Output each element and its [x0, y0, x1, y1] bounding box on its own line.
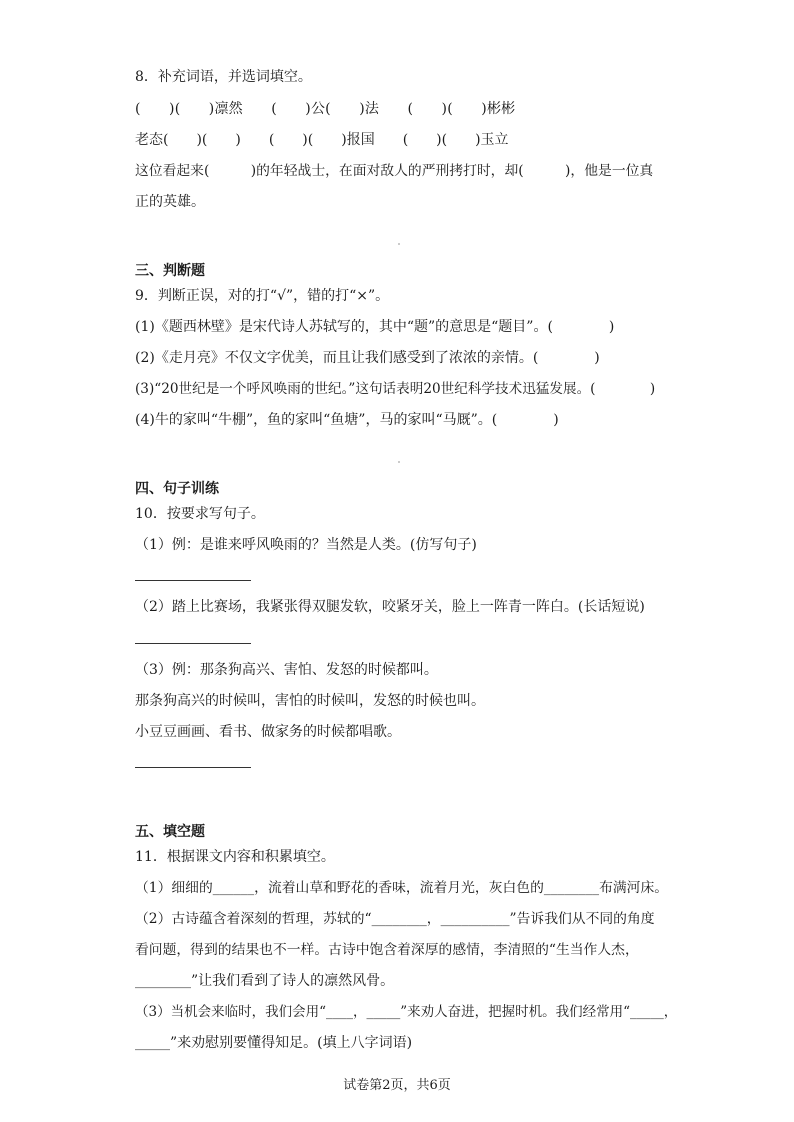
q11-title: 11．根据课文内容和积累填空。: [135, 849, 335, 865]
q9-item-4: (4)牛的家叫“牛棚”，鱼的家叫“鱼塘”，马的家叫“马厩”。( ): [135, 412, 559, 428]
q10-part-3-example: （3）例：那条狗高兴、害怕、发怒的时候都叫。: [135, 662, 438, 678]
q10-part-3-task: 小豆豆画画、看书、做家务的时候都唱歌。: [135, 724, 401, 740]
q8-sentence-line-2: 正的英雄。: [135, 194, 205, 210]
section-5-heading: 五、填空题: [135, 824, 205, 840]
q9-title: 9．判断正误，对的打“√”，错的打“×”。: [135, 288, 390, 304]
section-4-heading: 四、句子训练: [135, 481, 219, 497]
q8-word-row-2: 老态( )( ) ( )( )报国 ( )( )玉立: [135, 132, 509, 148]
q10-part-1: （1）例：是谁来呼风唤雨的？当然是人类。(仿写句子): [135, 537, 477, 553]
q11-fill-1: （1）细细的______，流着山草和野花的香味，流着月光，灰白色的________布满河床。: [135, 880, 669, 896]
q11-fill-3-line-1: （3）当机会来临时，我们会用“____，_____”来劝人奋进，把握时机。我们经常用“_____，: [135, 1004, 678, 1020]
q9-item-3: (3)“20世纪是一个呼风唤雨的世纪。”这句话表明20世纪科学技术迅猛发展。( ): [135, 381, 656, 397]
q8-title: 8．补充词语，并选词填空。: [135, 69, 312, 85]
q8-sentence-line-1: 这位看起来( )的年轻战士，在面对敌人的严刑拷打时，却( )，他是一位真: [135, 163, 654, 179]
answer-line-2: [135, 643, 251, 644]
divider-dot: [398, 461, 400, 463]
q10-part-3-expanded: 那条狗高兴的时候叫，害怕的时候叫，发怒的时候也叫。: [135, 693, 485, 709]
q10-part-2: （2）踏上比赛场，我紧张得双腿发软，咬紧牙关，脸上一阵青一阵白。(长话短说): [135, 599, 645, 615]
q9-item-2: (2)《走月亮》不仅文字优美，而且让我们感受到了浓浓的亲情。( ): [135, 350, 600, 366]
divider-dot: [398, 243, 400, 245]
section-3-heading: 三、判断题: [135, 263, 205, 279]
q9-item-1: (1)《题西林壁》是宋代诗人苏轼写的，其中“题”的意思是“题目”。( ): [135, 319, 615, 335]
page-footer: 试卷第2页，共6页: [343, 1078, 451, 1093]
q11-fill-2-line-2: 看问题，得到的结果也不一样。古诗中饱含着深厚的感情，李清照的“生当作人杰，: [135, 942, 639, 958]
q11-fill-3-line-2: _____”来劝慰别要懂得知足。(填上八字词语): [135, 1035, 413, 1051]
q11-fill-2-line-1: （2）古诗蕴含着深刻的哲理，苏轼的“________，__________”告诉我们从不同的角度: [135, 911, 655, 927]
q8-word-row-1: ( )( )凛然 ( )公( )法 ( )( )彬彬: [135, 101, 516, 117]
q10-title: 10．按要求写句子。: [135, 506, 265, 522]
answer-line-3: [135, 767, 251, 768]
q11-fill-2-line-3: ________”让我们看到了诗人的凛然风骨。: [135, 973, 395, 989]
answer-line-1: [135, 580, 251, 581]
